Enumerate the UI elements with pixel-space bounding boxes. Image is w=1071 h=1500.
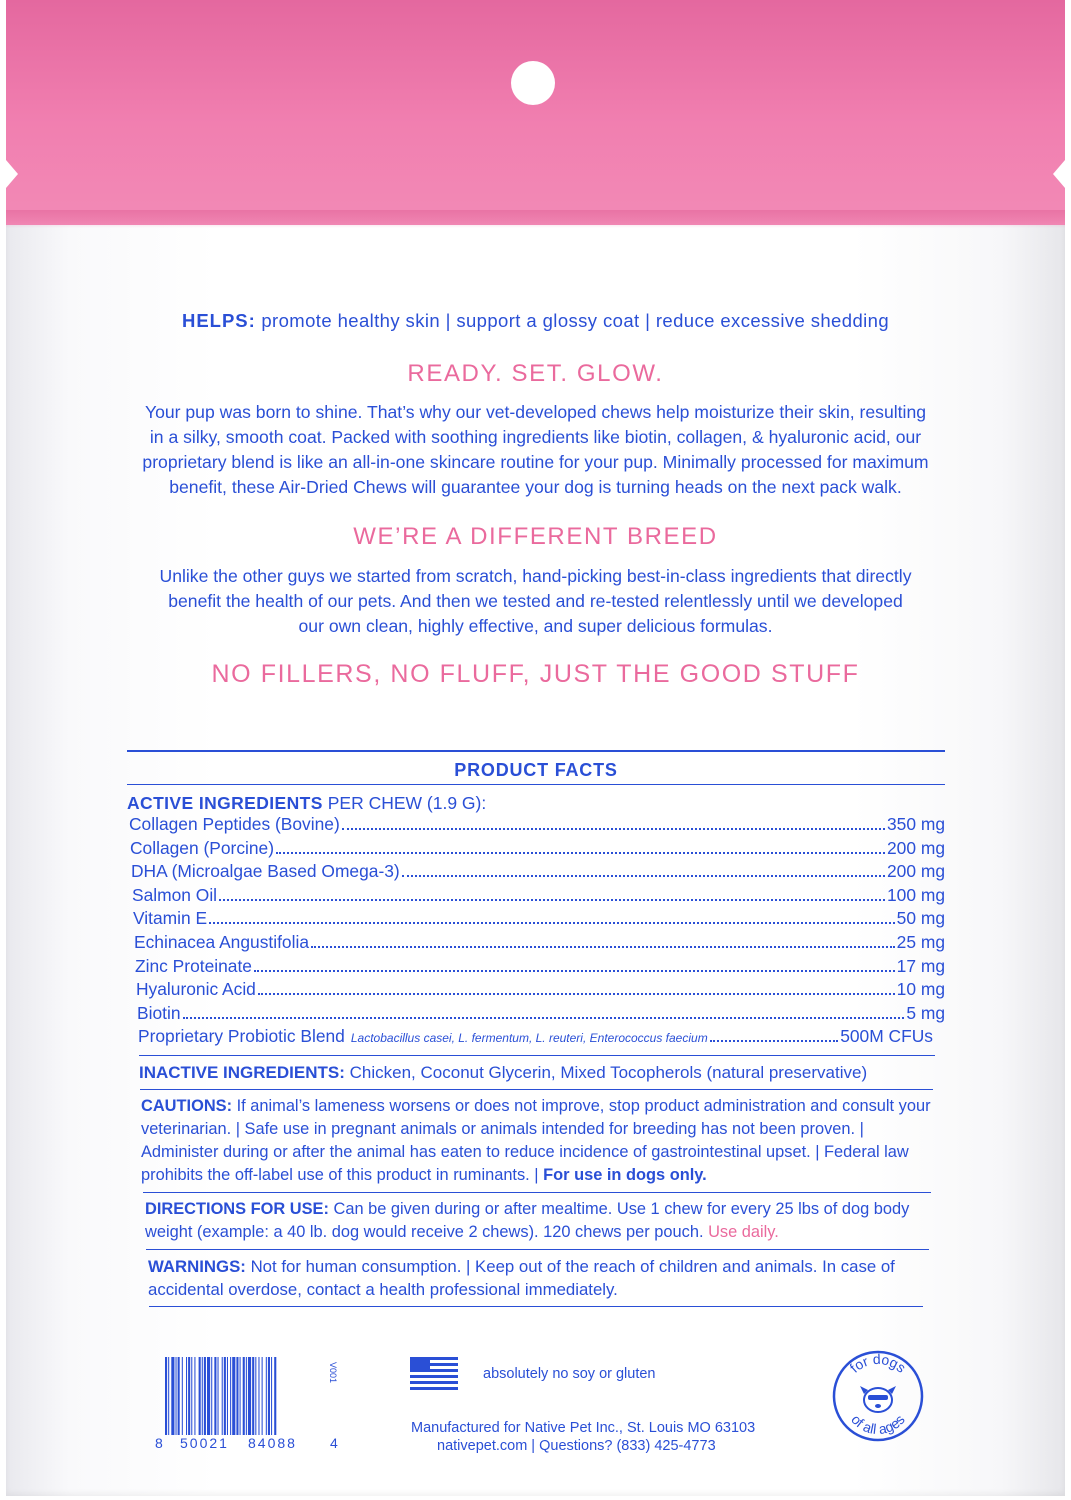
barcode-bar (176, 1357, 177, 1435)
barcode-bar (252, 1357, 254, 1435)
barcode-bar (230, 1357, 231, 1435)
soy-gluten-note: absolutely no soy or gluten (483, 1366, 656, 1382)
barcode-bar (262, 1357, 263, 1435)
barcode-bar (214, 1357, 216, 1435)
barcode-bar (243, 1357, 245, 1435)
barcode-bar (207, 1357, 210, 1435)
section-divider (143, 1192, 931, 1193)
manufacturer-line: Manufactured for Native Pet Inc., St. Louis MO 63103 (411, 1420, 756, 1436)
dot-leader (402, 875, 885, 877)
paragraph-line: Unlike the other guys we started from scratch, hand-picking best-in-class ingredients that directly (159, 566, 912, 586)
inactive-label: INACTIVE INGREDIENTS: (139, 1062, 345, 1082)
barcode-bar (268, 1357, 270, 1435)
ingredient-amount: 350 mg (886, 814, 945, 834)
ingredient-amount: 200 mg (886, 861, 945, 882)
cautions-label: CAUTIONS: (141, 1096, 233, 1115)
paragraph-line: benefit, these Air-Dried Chews will guarantee your dog is turning heads on the next pack walk. (169, 477, 902, 497)
barcode-bar (211, 1357, 212, 1435)
probiotic-name: Proprietary Probiotic Blend (138, 1026, 345, 1047)
manufacturer-info (411, 1419, 755, 1455)
ingredient-amount: 50 mg (896, 908, 945, 929)
ingredient-amount: 17 mg (896, 955, 945, 976)
barcode-bar (266, 1357, 267, 1435)
barcode-digit-check: 4 (330, 1435, 338, 1451)
tear-notch-right (1053, 160, 1065, 188)
heading-different-breed: WE’RE A DIFFERENT BREED (353, 523, 718, 550)
barcode-bar (165, 1357, 167, 1435)
barcode-bar (236, 1357, 238, 1435)
product-facts-panel (127, 750, 945, 1312)
barcode-bar (168, 1357, 169, 1435)
ingredient-row (127, 956, 945, 980)
ingredient-name: Vitamin E (133, 908, 208, 929)
probiotic-row (127, 1026, 945, 1050)
dot-leader (276, 852, 885, 854)
ingredient-name: DHA (Microalgae Based Omega-3) (131, 861, 400, 882)
ingredient-name: Collagen (Porcine) (130, 837, 275, 858)
barcode-digits-left: 50021 (180, 1435, 229, 1451)
inactive-text: Chicken, Coconut Glycerin, Mixed Tocopherols (natural preservative) (349, 1062, 868, 1082)
barcode-bar (258, 1357, 259, 1435)
dot-leader (219, 899, 885, 901)
barcode-bar (178, 1357, 180, 1435)
active-ingredients-heading (127, 793, 945, 814)
barcode-bar (199, 1357, 201, 1435)
barcode-bar (255, 1357, 256, 1435)
warnings-text: Not for human consumption. | Keep out of the reach of children and animals. In case of accidental overdose, contact a health professional immediately. (148, 1256, 895, 1299)
paragraph-breed (100, 564, 971, 639)
for-dogs-badge (832, 1350, 924, 1442)
section-divider (140, 1089, 933, 1090)
helps-text: promote healthy skin | support a glossy coat | reduce excessive shedding (261, 310, 890, 331)
dot-leader (258, 993, 895, 995)
helps-label: HELPS: (181, 310, 256, 331)
active-label: ACTIVE INGREDIENTS (127, 793, 323, 813)
barcode-bar (202, 1357, 203, 1435)
directions (127, 1198, 945, 1244)
barcode-bar (182, 1357, 183, 1435)
ingredient-row (127, 885, 945, 909)
active-suffix: PER CHEW (1.9 G): (327, 793, 487, 813)
inactive-ingredients (127, 1061, 945, 1084)
ingredient-amount: 100 mg (886, 884, 945, 905)
dot-leader (311, 946, 895, 948)
section-divider (139, 1055, 935, 1056)
directions-label: DIRECTIONS FOR USE: (145, 1199, 329, 1218)
dot-leader (183, 1017, 905, 1019)
heading-ready-set-glow: READY. SET. GLOW. (407, 360, 664, 387)
barcode-bar (232, 1357, 235, 1435)
barcode-bar (271, 1357, 272, 1435)
paragraph-line: our own clean, highly effective, and super delicious formulas. (298, 616, 773, 636)
ingredient-name: Echinacea Angustifolia (134, 931, 309, 952)
barcode-bar (188, 1357, 190, 1435)
ingredient-row (127, 861, 945, 885)
dog-face-icon (860, 1386, 896, 1412)
tear-notch-left (6, 160, 18, 188)
ingredient-amount: 10 mg (896, 979, 945, 1000)
barcode-bar (204, 1357, 206, 1435)
barcode-bar (227, 1357, 228, 1435)
dot-leader (342, 828, 885, 830)
pink-top-band (6, 0, 1065, 225)
barcode-bar (191, 1357, 192, 1435)
barcode-bar (171, 1357, 174, 1435)
barcode-bar (246, 1357, 247, 1435)
probiotic-strains: Lactobacillus casei, L. fermentum, L. reuteri, Enterococcus faecium (350, 1031, 708, 1046)
directions-use-daily: Use daily. (708, 1222, 779, 1241)
barcode-bar (240, 1357, 241, 1435)
dot-leader (254, 970, 895, 972)
paragraph-line: in a silky, smooth coat. Packed with soothing ingredients like biotin, collagen, & hyaluronic acid, our (149, 427, 922, 447)
ingredient-row (127, 932, 945, 956)
paragraph-line: Your pup was born to shine. That’s why our vet-developed chews help moisturize their skin, resulting (144, 402, 927, 422)
facts-bottom-rule (149, 1306, 923, 1307)
barcode-bar (224, 1357, 226, 1435)
directions-text: Can be given during or after mealtime. Use 1 chew for every 25 lbs of dog body weight (example: a 40 lb. dog would receive 2 chews). 120 chews per pouch. (145, 1199, 910, 1241)
paragraph-line: proprietary blend is like an all-in-one skincare routine for your pup. Minimally processed for maximum (142, 452, 929, 472)
ingredient-row (127, 838, 945, 862)
barcode-bar (248, 1357, 251, 1435)
barcode (163, 1357, 323, 1435)
ingredient-row (127, 1003, 945, 1027)
cautions (127, 1095, 945, 1187)
ingredient-amount: 25 mg (896, 931, 945, 952)
seal-edge (6, 210, 1065, 228)
ingredient-row (127, 908, 945, 932)
facts-title-rule (127, 784, 945, 785)
section-divider (146, 1249, 929, 1250)
ingredient-amount: 200 mg (886, 837, 945, 858)
ingredient-row (127, 979, 945, 1003)
ingredient-name: Zinc Proteinate (135, 955, 252, 976)
paragraph-glow (100, 400, 971, 500)
ingredient-amount: 5 mg (906, 1002, 945, 1023)
barcode-bar (274, 1357, 276, 1435)
barcode-bar (186, 1357, 187, 1435)
barcode-bar (218, 1357, 219, 1435)
cautions-text: If animal’s lameness worsens or does not improve, stop product administration and consult your veterinarian. | Safe use in pregnant animals or animals intended for breeding has not been proven. | Administer during or after the animal has eaten to reduce incidence of gastrointestinal upset. | Federal law prohibits the off-label use of this product in ruminants. | (141, 1096, 931, 1184)
ingredient-name: Collagen Peptides (Bovine) (129, 814, 340, 834)
barcode-digit-lead: 8 (155, 1435, 163, 1451)
warnings-label: WARNINGS: (148, 1256, 246, 1276)
ingredient-name: Biotin (137, 1002, 181, 1023)
us-flag-icon (410, 1357, 458, 1390)
barcode-digits-right: 84088 (248, 1435, 297, 1451)
facts-title: PRODUCT FACTS (454, 760, 618, 780)
badge-bottom-text: of all ages (848, 1411, 908, 1438)
dot-leader (209, 922, 895, 924)
probiotic-amount: 500M CFUs (840, 1026, 933, 1047)
ingredient-name: Hyaluronic Acid (136, 979, 256, 1000)
badge-top-text: for dogs (846, 1350, 910, 1376)
cautions-bold: For use in dogs only. (543, 1165, 707, 1184)
barcode-version: V001 (328, 1362, 338, 1384)
dot-leader (710, 1040, 839, 1042)
barcode-bar (194, 1357, 195, 1435)
warnings (127, 1255, 945, 1301)
tagline: NO FILLERS, NO FLUFF, JUST THE GOOD STUFF (211, 660, 860, 688)
contact-line: nativepet.com | Questions? (833) 425-4773 (437, 1438, 716, 1454)
hang-hole (511, 61, 555, 105)
helps-line (90, 310, 981, 332)
barcode-bar (222, 1357, 223, 1435)
ingredient-name: Salmon Oil (132, 884, 218, 905)
paragraph-line: benefit the health of our pets. And then we tested and re-tested relentlessly until we developed (168, 591, 903, 611)
ingredient-row (127, 814, 945, 838)
